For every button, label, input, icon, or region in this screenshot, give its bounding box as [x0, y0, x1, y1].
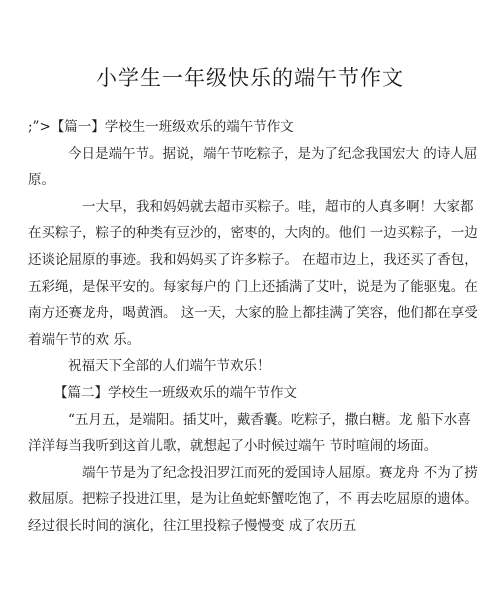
paragraph: 今日是端午节。据说，端午节吃粽子，是为了纪念我国宏大 的诗人屈原。	[28, 145, 478, 189]
paragraph: 祝福天下全部的人们端午节欢乐！	[68, 358, 271, 375]
section-heading-1: ;”>【篇一】学校生一班级欢乐的端午节作文	[28, 119, 294, 135]
paragraph: 端午节是为了纪念投汨罗江而死的爱国诗人屈原。赛龙舟 不为了捞救屈原。把粽子投进江里，是为让鱼蛇虾蟹吃饱了，不 再去吃屈原的遗体。经过很长时间的演化，往江里投粽子慢慢变 成了农历五	[28, 464, 478, 534]
paragraph: 一大早，我和妈妈就去超市买粽子。哇，超市的人真多啊！大家都在买粽子，粽子的种类有豆沙的，密枣的，大肉的。他们 一边买粽子，一边还谈论屈原的事迹。我和妈妈买了许多粽子。 在超市边上，我还买了香包，五彩绳，是保平安的。每家每户的 门上还插满了艾叶，说是为了能驱鬼。在南方还赛龙舟，喝黄酒。 这一天，大家的脸上都挂满了笑容，他们都在享受着端午节的欢 乐。	[28, 198, 478, 348]
document-title: 小学生一年级快乐的端午节作文	[96, 66, 404, 90]
document-body	[28, 114, 480, 540]
section-heading-2: 【篇二】学校生一班级欢乐的端午节作文	[54, 384, 297, 401]
paragraph: “五月五，是端阳。插艾叶，戴香囊。吃粽子，撒白糖。龙 船下水喜洋洋每当我听到这首儿歌，就想起了小时候过端午 节时喧闹的场面。	[28, 411, 471, 455]
